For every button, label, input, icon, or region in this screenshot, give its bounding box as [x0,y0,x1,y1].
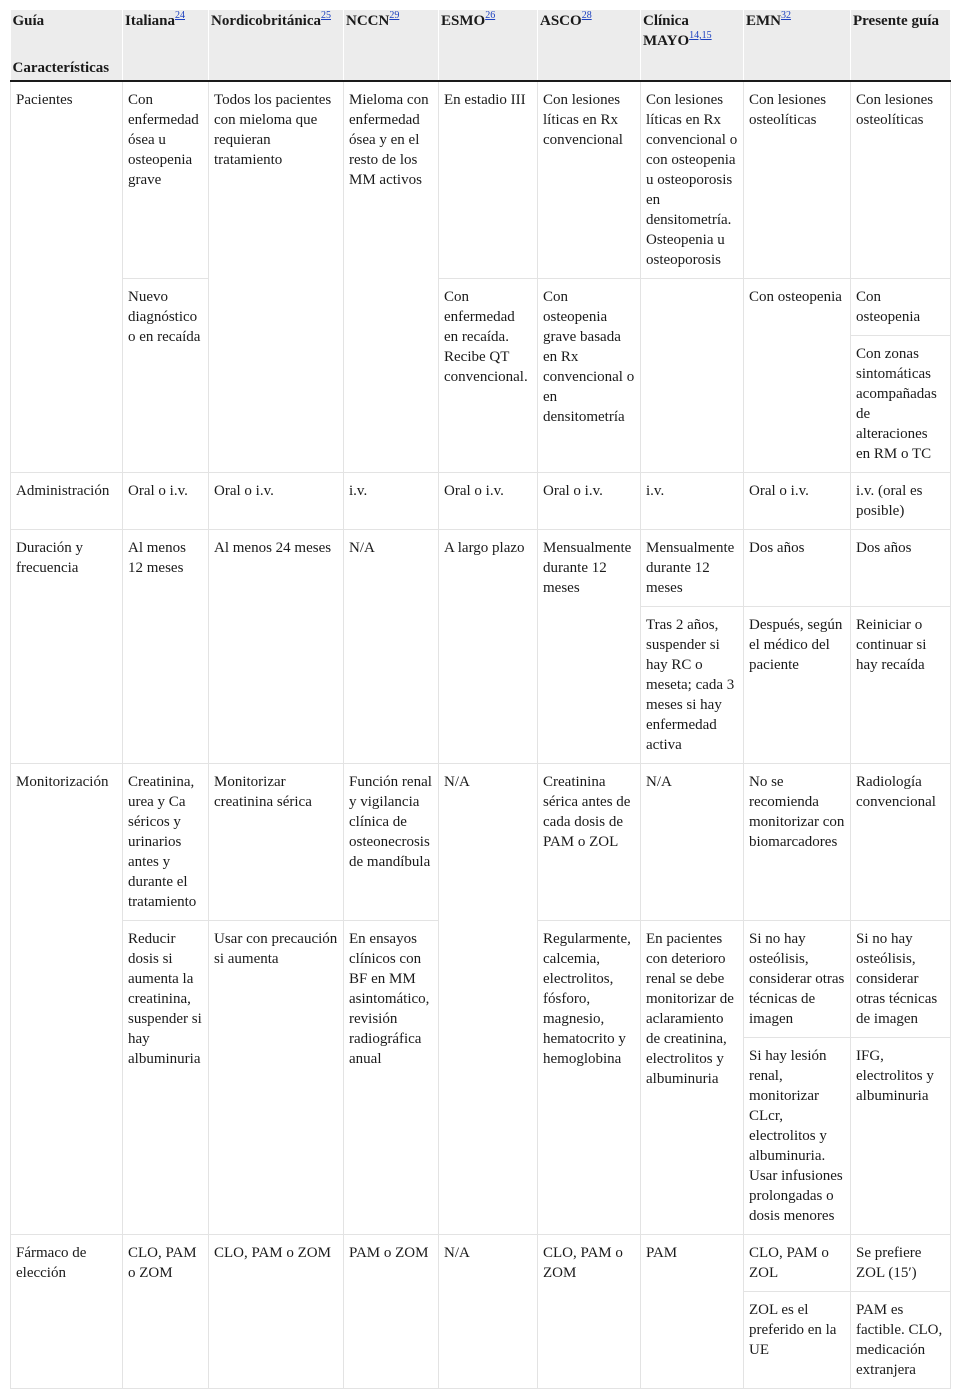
table-cell: Oral o i.v. [744,473,851,530]
header-guia: Guía [12,13,45,29]
table-cell: Reducir dosis si aumenta la creatinina, suspender si hay albuminuria [123,921,209,1235]
table-cell: Con osteopenia [851,279,951,336]
table-cell: PAM [641,1235,744,1389]
table-cell: Regularmente, calcemia, electrolitos, fósforo, magnesio, hematocrito y hemoglobina [538,921,641,1235]
table-cell: CLO, PAM o ZOM [209,1235,344,1389]
header-asco: ASCO$^{28}$ [538,10,641,81]
table-cell: Si no hay osteólisis, considerar otras técnicas de imagen [851,921,951,1038]
ref-link-asco[interactable]: 28 [581,10,592,21]
table-cell: PAM o ZOM [344,1235,439,1389]
table-cell: Si no hay osteólisis, considerar otras técnicas de imagen [744,921,851,1038]
row-label-farmaco: Fármaco de elección [11,1235,123,1389]
table-cell: Después, según el médico del paciente [744,607,851,764]
header-clinica-mayo: Clínica MAYO$^{14,15}$ [641,10,744,81]
table-cell: Con osteopenia [744,279,851,473]
table-cell: Dos años [744,530,851,607]
table-cell: N/A [641,764,744,921]
header-guia-caracteristicas [11,10,123,81]
table-cell: En pacientes con deterioro renal se debe monitorizar de aclaramiento de creatinina, electrolitos y albuminuria [641,921,744,1235]
table-cell: ZOL es el preferido en la UE [744,1292,851,1389]
table-cell: Oral o i.v. [439,473,538,530]
table-cell: Oral o i.v. [538,473,641,530]
table-cell: N/A [344,530,439,764]
table-cell: Creatinina sérica antes de cada dosis de PAM o ZOL [538,764,641,921]
table-cell: N/A [439,1235,538,1389]
header-emn: EMN$^{32}$ [744,10,851,81]
table-cell: CLO, PAM o ZOL [744,1235,851,1292]
table-cell: N/A [439,764,538,1235]
table-row [11,473,951,530]
comparison-table-container [10,10,950,1389]
table-cell: Al menos 12 meses [123,530,209,764]
table-cell: Al menos 24 meses [209,530,344,764]
row-label-administracion: Administración [11,473,123,530]
table-row [11,1235,951,1292]
table-cell: Se prefiere ZOL (15′) [851,1235,951,1292]
table-cell: Oral o i.v. [209,473,344,530]
table-cell: Mieloma con enfermedad ósea y en el resto de los MM activos [344,81,439,473]
table-cell: i.v. [641,473,744,530]
table-row [11,279,951,336]
ref-link-nccn[interactable]: 29 [389,10,400,21]
ref-link-esmo[interactable]: 26 [485,10,496,21]
table-cell: A largo plazo [439,530,538,764]
table-cell: Con osteopenia grave basada en Rx convencional o en densitometría [538,279,641,473]
table-cell: Con enfermedad en recaída. Recibe QT convencional. [439,279,538,473]
header-caracteristicas: Características [12,60,110,76]
table-cell: Reiniciar o continuar si hay recaída [851,607,951,764]
table-cell: Dos años [851,530,951,607]
table-cell: Mensualmente durante 12 meses [538,530,641,764]
table-cell: Mensualmente durante 12 meses [641,530,744,607]
header-esmo: ESMO$^{26}$ [439,10,538,81]
table-cell: Monitorizar creatinina sérica [209,764,344,921]
table-cell: Radiología convencional [851,764,951,921]
table-cell: Con lesiones líticas en Rx convencional o con osteopenia u osteoporosis en densitometría. Osteopenia u osteoporosis [641,81,744,279]
row-label-pacientes: Pacientes [11,81,123,473]
header-presente-guia: Presente guía [851,10,951,81]
table-cell: Creatinina, urea y Ca séricos y urinarios antes y durante el tratamiento [123,764,209,921]
ref-link-italiana[interactable]: 24 [175,10,186,21]
header-italiana: Italiana$^{24}$ [123,10,209,81]
table-cell: Con zonas sintomáticas acompañadas de alteraciones en RM o TC [851,336,951,473]
guidelines-comparison-table [10,10,951,1389]
ref-link-clinica-mayo[interactable]: 14,15 [689,30,712,41]
table-cell: Oral o i.v. [123,473,209,530]
table-row [11,81,951,279]
table-cell: No se recomienda monitorizar con biomarcadores [744,764,851,921]
ref-link-nordicobritanica[interactable]: 25 [321,10,331,21]
table-row [11,764,951,921]
table-cell [641,279,744,473]
table-cell: En ensayos clínicos con BF en MM asintomático, revisión radiográfica anual [344,921,439,1235]
table-cell: Función renal y vigilancia clínica de osteonecrosis de mandíbula [344,764,439,921]
table-row [11,530,951,607]
table-cell: Con lesiones osteolíticas [851,81,951,279]
table-cell: Con lesiones líticas en Rx convencional [538,81,641,279]
table-cell: PAM es factible. CLO, medicación extranjera [851,1292,951,1389]
table-cell: Con enfermedad ósea u osteopenia grave [123,81,209,279]
table-cell: CLO, PAM o ZOM [123,1235,209,1389]
header-row [11,10,951,81]
table-cell: Si hay lesión renal, monitorizar CLcr, electrolitos y albuminuria. Usar infusiones prolongadas o dosis menores [744,1038,851,1235]
row-label-monitorizacion: Monitorización [11,764,123,1235]
table-cell: Todos los pacientes con mieloma que requieran tratamiento [209,81,344,473]
table-cell: i.v. [344,473,439,530]
row-label-duracion: Duración y frecuencia [11,530,123,764]
table-cell: Con lesiones osteolíticas [744,81,851,279]
table-cell: i.v. (oral es posible) [851,473,951,530]
table-cell: Nuevo diagnóstico o en recaída [123,279,209,473]
ref-link-emn[interactable]: 32 [781,10,791,21]
table-cell: IFG, electrolitos y albuminuria [851,1038,951,1235]
table-cell: En estadio III [439,81,538,279]
table-cell: Usar con precaución si aumenta [209,921,344,1235]
table-cell: CLO, PAM o ZOM [538,1235,641,1389]
table-cell: Tras 2 años, suspender si hay RC o meseta; cada 3 meses si hay enfermedad activa [641,607,744,764]
header-nccn: NCCN$^{29}$ [344,10,439,81]
header-nordicobritanica: Nordicobritánica$^{25}$ [209,10,344,81]
